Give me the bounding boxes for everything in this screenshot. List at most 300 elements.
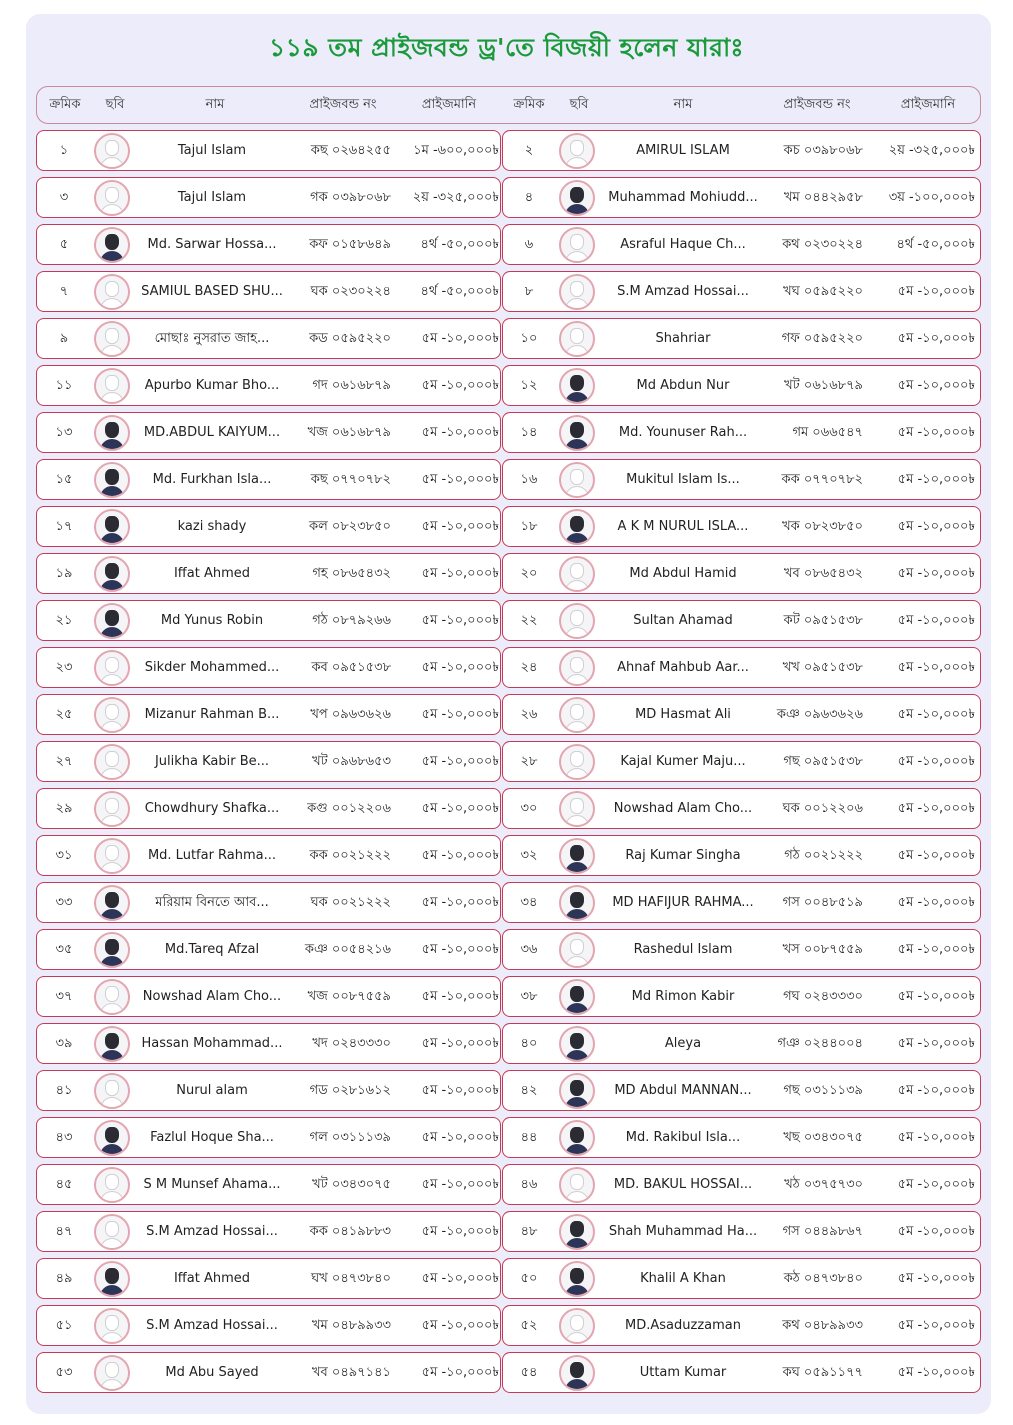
winner-entry[interactable] xyxy=(36,506,501,547)
bond-number: ঘক ০০১২২০৬ xyxy=(782,801,863,816)
winner-entry[interactable] xyxy=(502,976,981,1017)
serial-number: ৩৭ xyxy=(55,989,73,1004)
winner-photo xyxy=(559,1073,595,1109)
winner-name: মরিয়াম বিনতে আব... xyxy=(155,895,269,910)
table-row xyxy=(36,365,981,406)
avatar-placeholder-icon xyxy=(94,180,130,216)
table-row xyxy=(36,929,981,970)
winner-photo xyxy=(94,227,130,263)
bond-number: গল ০৩১১১৩৯ xyxy=(309,1130,391,1145)
winner-photo xyxy=(559,180,595,216)
winner-name: Tajul Islam xyxy=(177,143,247,158)
prize-amount: ৫ম -১০,০০০৳ xyxy=(897,801,975,816)
winner-entry[interactable] xyxy=(502,224,981,265)
bond-number: ঘক ০২৩০২২৪ xyxy=(310,284,391,299)
table-row xyxy=(36,459,981,500)
serial-number: ৪৯ xyxy=(55,1271,73,1286)
prize-amount: ৪র্থ -৫০,০০০৳ xyxy=(420,284,499,299)
prize-amount: ৫ম -১০,০০০৳ xyxy=(897,1130,975,1145)
bond-number: খব ০৪৯৭১৪১ xyxy=(312,1365,391,1380)
table-row xyxy=(36,224,981,265)
prize-amount: ৫ম -১০,০০০৳ xyxy=(421,1365,499,1380)
bond-number: কঞ ০৯৬৩৬২৬ xyxy=(776,707,863,722)
prize-amount: ৫ম -১০,০০০৳ xyxy=(897,1036,975,1051)
bond-number: গহ ০৮৬৫৪৩২ xyxy=(312,566,391,581)
header-bond: প্রাইজবন্ড নং xyxy=(309,97,377,112)
winner-entry[interactable] xyxy=(36,1023,501,1064)
avatar-placeholder-icon xyxy=(94,321,130,357)
bond-number: গস ০৪৪৯৮৬৭ xyxy=(782,1224,863,1239)
winner-entry[interactable] xyxy=(502,1258,981,1299)
bond-number: গম ০৬৬৫৪৭ xyxy=(792,425,863,440)
prize-amount: ৫ম -১০,০০০৳ xyxy=(897,754,975,769)
prize-amount: ৫ম -১০,০০০৳ xyxy=(421,378,499,393)
serial-number: ৪ xyxy=(524,190,534,205)
bond-number: কছ ০৭৭০৭৮২ xyxy=(310,472,391,487)
winner-name: Chowdhury Shafka... xyxy=(144,801,280,816)
table-row xyxy=(36,976,981,1017)
winner-name: Md Abdul Hamid xyxy=(629,566,737,581)
serial-number: ৪৭ xyxy=(55,1224,73,1239)
prize-amount: ৫ম -১০,০০০৳ xyxy=(897,1271,975,1286)
prize-amount: ৫ম -১০,০০০৳ xyxy=(421,1083,499,1098)
avatar-placeholder-icon xyxy=(559,791,595,827)
winner-name: Md. Rakibul Isla... xyxy=(625,1130,741,1145)
prize-amount: ৫ম -১০,০০০৳ xyxy=(897,613,975,628)
winner-name: S M Munsef Ahama... xyxy=(143,1177,281,1192)
prize-amount: ৫ম -১০,০০০৳ xyxy=(421,942,499,957)
winner-entry[interactable] xyxy=(502,1164,981,1205)
prize-amount: ৫ম -১০,০০০৳ xyxy=(421,707,499,722)
bond-number: খস ০০৮৭৫৫৯ xyxy=(782,942,863,957)
winner-entry[interactable] xyxy=(502,1211,981,1252)
bond-number: কক ০৭৭০৭৮২ xyxy=(781,472,863,487)
bond-number: খম ০৪৮৯৯৩৩ xyxy=(312,1318,391,1333)
table-row xyxy=(36,130,981,171)
avatar-placeholder-icon xyxy=(94,1214,130,1250)
prize-amount: ৫ম -১০,০০০৳ xyxy=(897,1318,975,1333)
bond-number: খট ০৯৬৮৬৫৩ xyxy=(312,754,391,769)
winner-name: Sikder Mohammed... xyxy=(144,660,280,675)
header-photo: ছবি xyxy=(105,97,125,112)
serial-number: ৪৫ xyxy=(55,1177,73,1192)
winner-entry[interactable] xyxy=(36,1352,501,1393)
avatar-placeholder-icon xyxy=(94,133,130,169)
serial-number: ৭ xyxy=(59,284,69,299)
serial-number: ৫১ xyxy=(55,1318,73,1333)
prize-amount: ৫ম -১০,০০০৳ xyxy=(421,801,499,816)
serial-number: ৩৫ xyxy=(55,942,73,957)
bond-number: খঘ ০৫৯৫২২০ xyxy=(783,284,863,299)
winner-name: MD Hasmat Ali xyxy=(635,707,731,722)
winner-name: Nurul alam xyxy=(176,1083,248,1098)
prize-amount: ৫ম -১০,০০০৳ xyxy=(897,989,975,1004)
winner-entry[interactable] xyxy=(502,271,981,312)
winner-name: AMIRUL ISLAM xyxy=(636,143,730,158)
avatar-placeholder-icon xyxy=(94,791,130,827)
serial-number: ১৬ xyxy=(520,472,538,487)
avatar-placeholder-icon xyxy=(94,979,130,1015)
winner-name: S.M Amzad Hossai... xyxy=(146,1224,278,1239)
serial-number: ৬ xyxy=(524,237,534,252)
table-row xyxy=(36,271,981,312)
page-title: ১১৯ তম প্রাইজবন্ড ড্র'তে বিজয়ী হলেন যারাঃ xyxy=(268,33,745,62)
winner-name: Uttam Kumar xyxy=(639,1365,727,1380)
serial-number: ৩১ xyxy=(55,848,73,863)
winner-name: Sultan Ahamad xyxy=(633,613,733,628)
prize-amount: ৫ম -১০,০০০৳ xyxy=(421,1177,499,1192)
prize-amount: ৫ম -১০,০০০৳ xyxy=(897,519,975,534)
winner-entry[interactable] xyxy=(502,553,981,594)
serial-number: ১৫ xyxy=(55,472,73,487)
header-bond: প্রাইজবন্ড নং xyxy=(783,97,851,112)
serial-number: ৩ xyxy=(59,190,69,205)
prize-amount: ৫ম -১০,০০০৳ xyxy=(897,566,975,581)
prize-amount: ৫ম -১০,০০০৳ xyxy=(421,566,499,581)
bond-number: কচ ০৩৯৮০৬৮ xyxy=(783,143,863,158)
winner-entry[interactable] xyxy=(502,1023,981,1064)
prize-amount: ৫ম -১০,০০০৳ xyxy=(897,1224,975,1239)
winner-photo xyxy=(559,1214,595,1250)
winner-entry[interactable] xyxy=(502,459,981,500)
prize-amount: ৪র্থ -৫০,০০০৳ xyxy=(420,237,499,252)
avatar-placeholder-icon xyxy=(559,556,595,592)
winner-photo xyxy=(94,1261,130,1297)
winner-entry[interactable] xyxy=(36,647,501,688)
avatar-placeholder-icon xyxy=(94,1355,130,1391)
bond-number: গঠ ০০২১২২২ xyxy=(784,848,863,863)
winner-photo xyxy=(94,415,130,451)
winner-entry[interactable] xyxy=(36,1164,501,1205)
winner-entry[interactable] xyxy=(502,365,981,406)
winner-name: Md. Younuser Rah... xyxy=(618,425,748,440)
table-header xyxy=(36,86,981,124)
avatar-placeholder-icon xyxy=(559,697,595,733)
table-row xyxy=(36,318,981,359)
header-prize: প্রাইজমানি xyxy=(421,97,477,112)
winner-entry[interactable] xyxy=(36,130,501,171)
header-name: নাম xyxy=(205,97,225,112)
winner-entry[interactable] xyxy=(502,694,981,735)
avatar-placeholder-icon xyxy=(559,744,595,780)
winner-photo xyxy=(94,932,130,968)
bond-number: গফ ০৫৯৫২২০ xyxy=(781,331,863,346)
avatar-placeholder-icon xyxy=(559,133,595,169)
prize-amount: ৫ম -১০,০০০৳ xyxy=(421,754,499,769)
winner-name: Nowshad Alam Cho... xyxy=(142,989,282,1004)
prize-amount: ৫ম -১০,০০০৳ xyxy=(897,425,975,440)
winner-name: MD HAFIJUR RAHMA... xyxy=(612,895,754,910)
prize-amount: ৫ম -১০,০০০৳ xyxy=(897,1177,975,1192)
prize-amount: ২য় -৩২৫,০০০৳ xyxy=(888,143,975,158)
winner-entry[interactable] xyxy=(502,741,981,782)
winner-entry[interactable] xyxy=(36,882,501,923)
serial-number: ৯ xyxy=(59,331,69,346)
avatar-placeholder-icon xyxy=(94,650,130,686)
serial-number: ২৩ xyxy=(55,660,73,675)
winner-name: Ahnaf Mahbub Aar... xyxy=(617,660,749,675)
serial-number: ৩০ xyxy=(520,801,538,816)
winner-entry[interactable] xyxy=(36,741,501,782)
serial-number: ২১ xyxy=(55,613,73,628)
serial-number: ৩৮ xyxy=(520,989,538,1004)
table-row xyxy=(36,1305,981,1346)
serial-number: ৫০ xyxy=(520,1271,538,1286)
prize-amount: ৫ম -১০,০০০৳ xyxy=(421,1271,499,1286)
winner-entry[interactable] xyxy=(36,318,501,359)
winner-entry[interactable] xyxy=(36,553,501,594)
serial-number: ৪১ xyxy=(55,1083,73,1098)
winner-name: MD.Asaduzzaman xyxy=(625,1318,741,1333)
winner-name: Rashedul Islam xyxy=(633,942,733,957)
winner-entry[interactable] xyxy=(502,1352,981,1393)
winner-entry[interactable] xyxy=(502,1305,981,1346)
avatar-placeholder-icon xyxy=(94,1308,130,1344)
winner-entry[interactable] xyxy=(36,1258,501,1299)
winner-name: Khalil A Khan xyxy=(640,1271,726,1286)
winner-name: Md.Tareq Afzal xyxy=(164,942,260,957)
serial-number: ৪৩ xyxy=(55,1130,73,1145)
winner-entry[interactable] xyxy=(502,177,981,218)
bond-number: খখ ০৯৫১৫৩৮ xyxy=(782,660,863,675)
winner-entry[interactable] xyxy=(36,177,501,218)
winner-name: SAMIUL BASED SHU... xyxy=(141,284,283,299)
winner-entry[interactable] xyxy=(36,788,501,829)
bond-number: গক ০৩৯৮০৬৮ xyxy=(310,190,391,205)
serial-number: ৮ xyxy=(524,284,534,299)
winner-name: Md. Furkhan Isla... xyxy=(152,472,272,487)
prize-amount: ১ম -৬০০,০০০৳ xyxy=(413,143,499,158)
serial-number: ৪৪ xyxy=(520,1130,538,1145)
avatar-placeholder-icon xyxy=(94,697,130,733)
serial-number: ২৮ xyxy=(520,754,538,769)
serial-number: ৩২ xyxy=(520,848,538,863)
prize-amount: ৫ম -১০,০০০৳ xyxy=(897,1365,975,1380)
winner-entry[interactable] xyxy=(502,130,981,171)
serial-number: ২ xyxy=(524,143,534,158)
winner-entry[interactable] xyxy=(502,600,981,641)
table-row xyxy=(36,600,981,641)
winner-photo xyxy=(94,509,130,545)
winner-name: Fazlul Hoque Sha... xyxy=(150,1130,274,1145)
bond-number: গঞ ০২৪৪০০৪ xyxy=(777,1036,863,1051)
avatar-placeholder-icon xyxy=(94,1073,130,1109)
winner-photo xyxy=(559,1355,595,1391)
bond-number: গছ ০৩১১১৩৯ xyxy=(783,1083,863,1098)
serial-number: ৫ xyxy=(59,237,69,252)
winner-entry[interactable] xyxy=(502,1070,981,1111)
winner-photo xyxy=(94,1026,130,1062)
winner-name: Mizanur Rahman B... xyxy=(144,707,280,722)
winner-photo xyxy=(94,556,130,592)
bond-number: কথ ০৪৮৯৯৩৩ xyxy=(782,1318,863,1333)
winner-entry[interactable] xyxy=(502,412,981,453)
avatar-placeholder-icon xyxy=(559,227,595,263)
serial-number: ৫৩ xyxy=(55,1365,73,1380)
prize-amount: ৫ম -১০,০০০৳ xyxy=(421,1318,499,1333)
bond-number: কফ ০১৫৮৬৪৯ xyxy=(309,237,391,252)
prize-amount: ৫ম -১০,০০০৳ xyxy=(897,848,975,863)
bond-number: ঘক ০০২১২২২ xyxy=(310,895,391,910)
table-row xyxy=(36,1023,981,1064)
winner-entry[interactable] xyxy=(502,506,981,547)
winner-name: Muhammad Mohiudd... xyxy=(608,190,758,205)
serial-number: ৫৪ xyxy=(520,1365,538,1380)
table-row xyxy=(36,412,981,453)
winner-name: MD. BAKUL HOSSAI... xyxy=(613,1177,753,1192)
bond-number: ঘখ ০৪৭৩৮৪০ xyxy=(311,1271,391,1286)
winner-photo xyxy=(94,462,130,498)
table-row xyxy=(36,882,981,923)
winner-entry[interactable] xyxy=(502,788,981,829)
prize-amount: ৫ম -১০,০০০৳ xyxy=(421,989,499,1004)
bond-number: খট ০৩৪৩০৭৫ xyxy=(312,1177,391,1192)
winner-name: Nowshad Alam Cho... xyxy=(613,801,753,816)
winner-entry[interactable] xyxy=(36,459,501,500)
prize-amount: ৫ম -১০,০০০৳ xyxy=(897,1083,975,1098)
prize-amount: ৫ম -১০,০০০৳ xyxy=(421,895,499,910)
table-row xyxy=(36,553,981,594)
winner-photo xyxy=(94,603,130,639)
table-row xyxy=(36,694,981,735)
table-row xyxy=(36,1164,981,1205)
table-row xyxy=(36,506,981,547)
serial-number: ১৯ xyxy=(55,566,73,581)
bond-number: কঞ ০০৫৪২১৬ xyxy=(304,942,391,957)
winner-entry[interactable] xyxy=(36,412,501,453)
winner-entry[interactable] xyxy=(36,271,501,312)
winner-photo xyxy=(94,1120,130,1156)
winner-photo xyxy=(94,885,130,921)
serial-number: ২৪ xyxy=(520,660,538,675)
winner-entry[interactable] xyxy=(36,694,501,735)
winner-entry[interactable] xyxy=(36,1211,501,1252)
prize-amount: ৫ম -১০,০০০৳ xyxy=(421,613,499,628)
serial-number: ১৪ xyxy=(520,425,538,440)
winner-entry[interactable] xyxy=(502,318,981,359)
prize-amount: ৫ম -১০,০০০৳ xyxy=(897,942,975,957)
winner-entry[interactable] xyxy=(502,1117,981,1158)
winner-entry[interactable] xyxy=(502,882,981,923)
bond-number: খজ ০০৮৭৫৫৯ xyxy=(307,989,391,1004)
prize-amount: ৫ম -১০,০০০৳ xyxy=(421,660,499,675)
serial-number: ৩৪ xyxy=(520,895,538,910)
serial-number: ১২ xyxy=(520,378,538,393)
table-row xyxy=(36,1070,981,1111)
table-row xyxy=(36,788,981,829)
winner-name: Mukitul Islam Is... xyxy=(626,472,740,487)
serial-number: ৪২ xyxy=(520,1083,538,1098)
serial-number: ২৫ xyxy=(55,707,73,722)
winner-name: Md. Lutfar Rahma... xyxy=(147,848,277,863)
prize-amount: ৫ম -১০,০০০৳ xyxy=(421,425,499,440)
prize-amount: ৪র্থ -৫০,০০০৳ xyxy=(896,237,975,252)
winner-name: Md Abu Sayed xyxy=(165,1365,259,1380)
bond-number: কঘ ০৫৯১১৭৭ xyxy=(782,1365,863,1380)
bond-number: খছ ০৩৪৩০৭৫ xyxy=(783,1130,863,1145)
bond-number: কক ০০২১২২২ xyxy=(309,848,391,863)
winner-photo xyxy=(559,979,595,1015)
prize-amount: ৫ম -১০,০০০৳ xyxy=(421,331,499,346)
avatar-placeholder-icon xyxy=(559,1167,595,1203)
winner-entry[interactable] xyxy=(502,835,981,876)
winner-entry[interactable] xyxy=(36,929,501,970)
bond-number: কল ০৮২৩৮৫০ xyxy=(308,519,391,534)
serial-number: ২২ xyxy=(520,613,538,628)
winner-name: Shahriar xyxy=(655,331,711,346)
winner-entry[interactable] xyxy=(36,1117,501,1158)
winner-name: MD.ABDUL KAIYUM... xyxy=(143,425,281,440)
prize-amount: ৫ম -১০,০০০৳ xyxy=(421,1224,499,1239)
winner-name: Tajul Islam xyxy=(177,190,247,205)
serial-number: ৩৬ xyxy=(520,942,538,957)
winner-photo xyxy=(559,885,595,921)
avatar-placeholder-icon xyxy=(559,462,595,498)
winner-entry[interactable] xyxy=(502,647,981,688)
serial-number: ২০ xyxy=(520,566,538,581)
serial-number: ২৭ xyxy=(55,754,73,769)
prize-amount: ৫ম -১০,০০০৳ xyxy=(421,848,499,863)
winner-name: S.M Amzad Hossai... xyxy=(146,1318,278,1333)
winner-entry[interactable] xyxy=(36,365,501,406)
prize-amount: ৫ম -১০,০০০৳ xyxy=(421,519,499,534)
header-prize: প্রাইজমানি xyxy=(900,97,956,112)
winner-entry[interactable] xyxy=(36,600,501,641)
avatar-placeholder-icon xyxy=(559,321,595,357)
winner-name: Julikha Kabir Be... xyxy=(154,754,270,769)
bond-number: খদ ০২৪৩৩৩০ xyxy=(312,1036,391,1051)
avatar-placeholder-icon xyxy=(559,650,595,686)
bond-number: খঠ ০৩৭৫৭৩০ xyxy=(784,1177,863,1192)
winner-entry[interactable] xyxy=(36,1070,501,1111)
bond-number: খক ০৮২৩৮৫০ xyxy=(782,519,863,534)
prize-amount: ৩য় -১০০,০০০৳ xyxy=(888,190,975,205)
winner-name: Iffat Ahmed xyxy=(173,566,251,581)
winner-photo xyxy=(559,1261,595,1297)
prize-amount: ৫ম -১০,০০০৳ xyxy=(897,707,975,722)
winner-name: মোছাঃ নুসরাত জাহ... xyxy=(154,331,270,346)
winner-name: Md Rimon Kabir xyxy=(631,989,735,1004)
winner-entry[interactable] xyxy=(36,1305,501,1346)
bond-number: খট ০৬১৬৮৭৯ xyxy=(784,378,863,393)
prize-amount: ৫ম -১০,০০০৳ xyxy=(897,284,975,299)
header-serial: ক্রমিক xyxy=(513,97,545,112)
winner-entry[interactable] xyxy=(502,929,981,970)
serial-number: ১০ xyxy=(520,331,538,346)
bond-number: গদ ০৬১৬৮৭৯ xyxy=(312,378,391,393)
winner-photo xyxy=(559,1120,595,1156)
serial-number: ৩৩ xyxy=(55,895,73,910)
winner-entry[interactable] xyxy=(36,224,501,265)
winner-entry[interactable] xyxy=(36,976,501,1017)
serial-number: ৩৯ xyxy=(55,1036,73,1051)
avatar-placeholder-icon xyxy=(94,274,130,310)
serial-number: ১৮ xyxy=(520,519,538,534)
bond-number: গড ০২৮১৬১২ xyxy=(309,1083,391,1098)
winner-name: Shah Muhammad Ha... xyxy=(608,1224,758,1239)
bond-number: কগু ০০১২২০৬ xyxy=(307,801,391,816)
winner-entry[interactable] xyxy=(36,835,501,876)
header-photo: ছবি xyxy=(569,97,589,112)
header-name: নাম xyxy=(673,97,693,112)
winner-name: S.M Amzad Hossai... xyxy=(617,284,749,299)
table-row xyxy=(36,647,981,688)
prize-amount: ৫ম -১০,০০০৳ xyxy=(897,660,975,675)
bond-number: গস ০০৪৮৫১৯ xyxy=(782,895,863,910)
bond-number: গছ ০৯৫১৫৩৮ xyxy=(783,754,863,769)
winner-photo xyxy=(559,1026,595,1062)
bond-number: কব ০৯৫১৫৩৮ xyxy=(311,660,391,675)
